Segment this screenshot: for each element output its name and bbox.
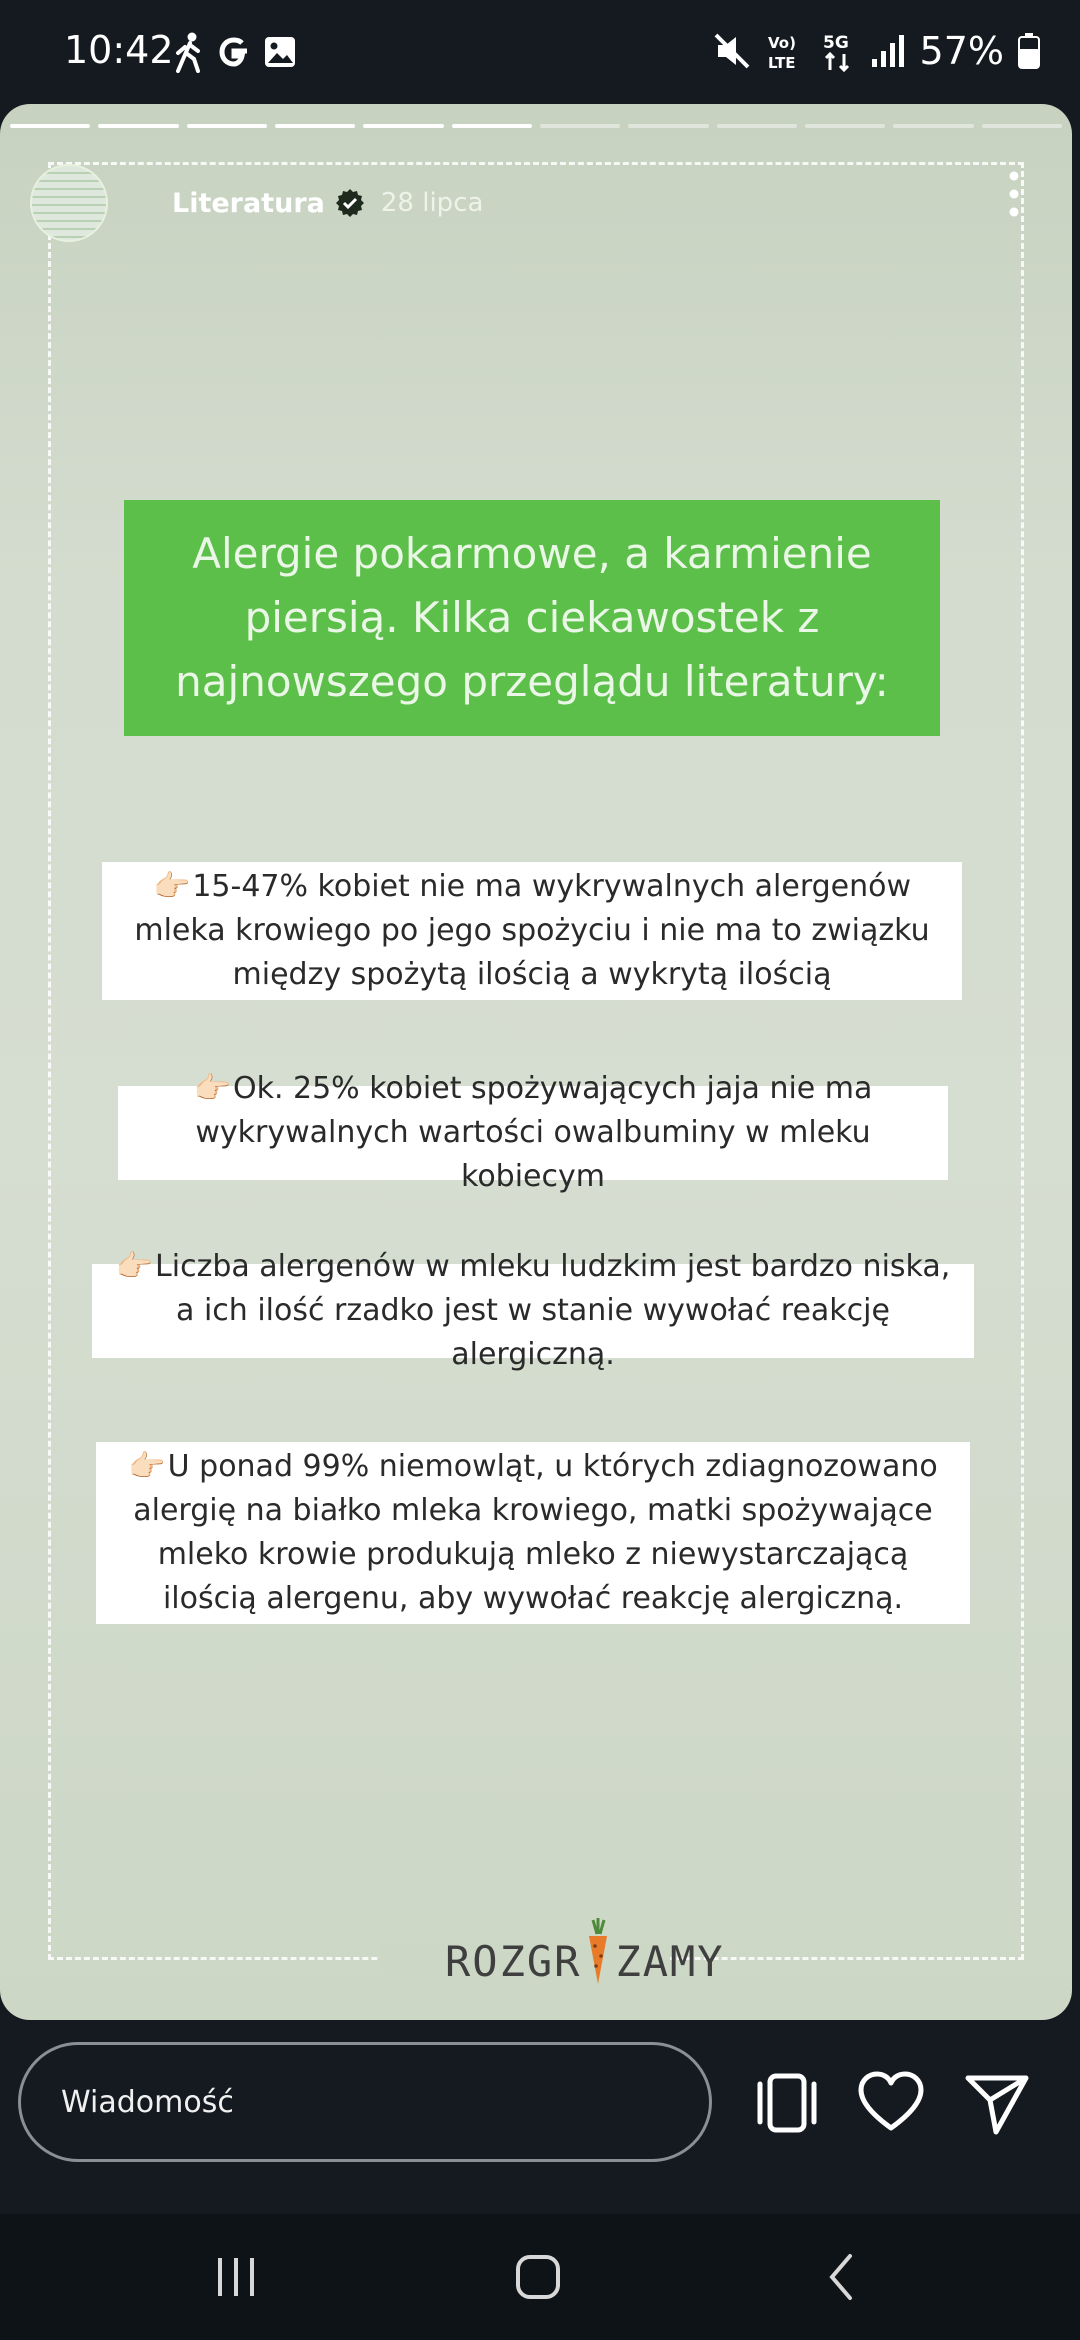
system-navbar — [0, 2214, 1080, 2340]
story-date: 28 lipca — [380, 188, 484, 218]
brand-logo: ROZGR ZAMY — [445, 1914, 725, 1986]
fact-text-2: Ok. 25% kobiet spożywających jaja nie ma wykrywalnych wartości owalbuminy w mleku kobiecym — [195, 1071, 873, 1194]
status-time: 10:42 — [64, 28, 174, 72]
story-progress-bar — [10, 124, 1062, 128]
back-icon[interactable] — [812, 2252, 872, 2302]
5g-icon — [820, 30, 856, 72]
progress-segment — [187, 124, 267, 128]
verified-badge-icon — [335, 188, 365, 218]
progress-segment — [540, 124, 620, 128]
progress-segment — [452, 124, 532, 128]
signal-icon — [870, 33, 906, 69]
message-input[interactable]: Wiadomość — [18, 2042, 712, 2162]
battery-percent: 57% — [919, 29, 1004, 73]
fact-text-1: 15-47% kobiet nie ma wykrywalnych alergenów mleka krowiego po jego spożyciu i nie ma to związku między spożytą ilością a wykrytą ilością — [134, 869, 930, 992]
progress-segment — [805, 124, 885, 128]
home-icon[interactable] — [508, 2252, 568, 2302]
fact-box-2 — [118, 1071, 948, 1194]
pointing-hand-icon: 👉🏻 — [152, 869, 191, 904]
progress-segment — [982, 124, 1062, 128]
more-options-icon[interactable] — [1008, 170, 1020, 218]
pointing-hand-icon: 👉🏻 — [193, 1071, 231, 1106]
story-card[interactable] — [0, 104, 1072, 2020]
carousel-icon[interactable] — [752, 2068, 822, 2138]
send-icon[interactable] — [962, 2068, 1032, 2138]
heart-icon[interactable] — [856, 2068, 926, 2138]
progress-segment — [363, 124, 443, 128]
svg-text:5G: 5G — [822, 33, 849, 53]
progress-segment — [893, 124, 973, 128]
battery-icon — [1018, 33, 1040, 69]
mute-icon — [712, 31, 752, 71]
story-title: Alergie pokarmowe, a karmienie piersią. Kilka ciekawostek z najnowszego przeglądu literatury: — [124, 500, 940, 736]
reply-bar — [0, 2020, 1080, 2220]
volte-icon — [766, 30, 806, 72]
status-bar — [0, 0, 1080, 100]
progress-segment — [628, 124, 708, 128]
recent-apps-icon[interactable] — [206, 2252, 266, 2302]
pointing-hand-icon: 👉🏻 — [115, 1249, 154, 1284]
fact-box-3 — [92, 1249, 974, 1372]
progress-segment — [98, 124, 178, 128]
carrot-icon — [583, 1916, 613, 1986]
svg-text:Vo): Vo) — [767, 34, 796, 52]
story-username[interactable]: Literatura — [172, 187, 325, 219]
dashed-frame — [48, 162, 1024, 1960]
google-icon — [216, 33, 252, 71]
avatar[interactable] — [30, 164, 108, 242]
pointing-hand-icon: 👉🏻 — [128, 1449, 166, 1484]
fact-box-4 — [96, 1442, 970, 1624]
fact-box-1 — [102, 862, 962, 1000]
walking-icon — [172, 31, 206, 73]
progress-segment — [717, 124, 797, 128]
progress-segment — [10, 124, 90, 128]
fact-text-3: Liczba alergenów w mleku ludzkim jest bardzo niska, a ich ilość rzadko jest w stanie wywołać reakcję alergiczną. — [155, 1249, 951, 1372]
image-icon — [262, 34, 298, 70]
progress-segment — [275, 124, 355, 128]
story-header — [30, 158, 483, 248]
fact-text-4: U ponad 99% niemowląt, u których zdiagnozowano alergię na białko mleka krowiego, matki spożywające mleko krowie produkują mleko z niewystarczającą ilością alergenu, aby wywołać reakcję alergiczną. — [133, 1449, 938, 1616]
svg-text:LTE: LTE — [767, 54, 796, 72]
